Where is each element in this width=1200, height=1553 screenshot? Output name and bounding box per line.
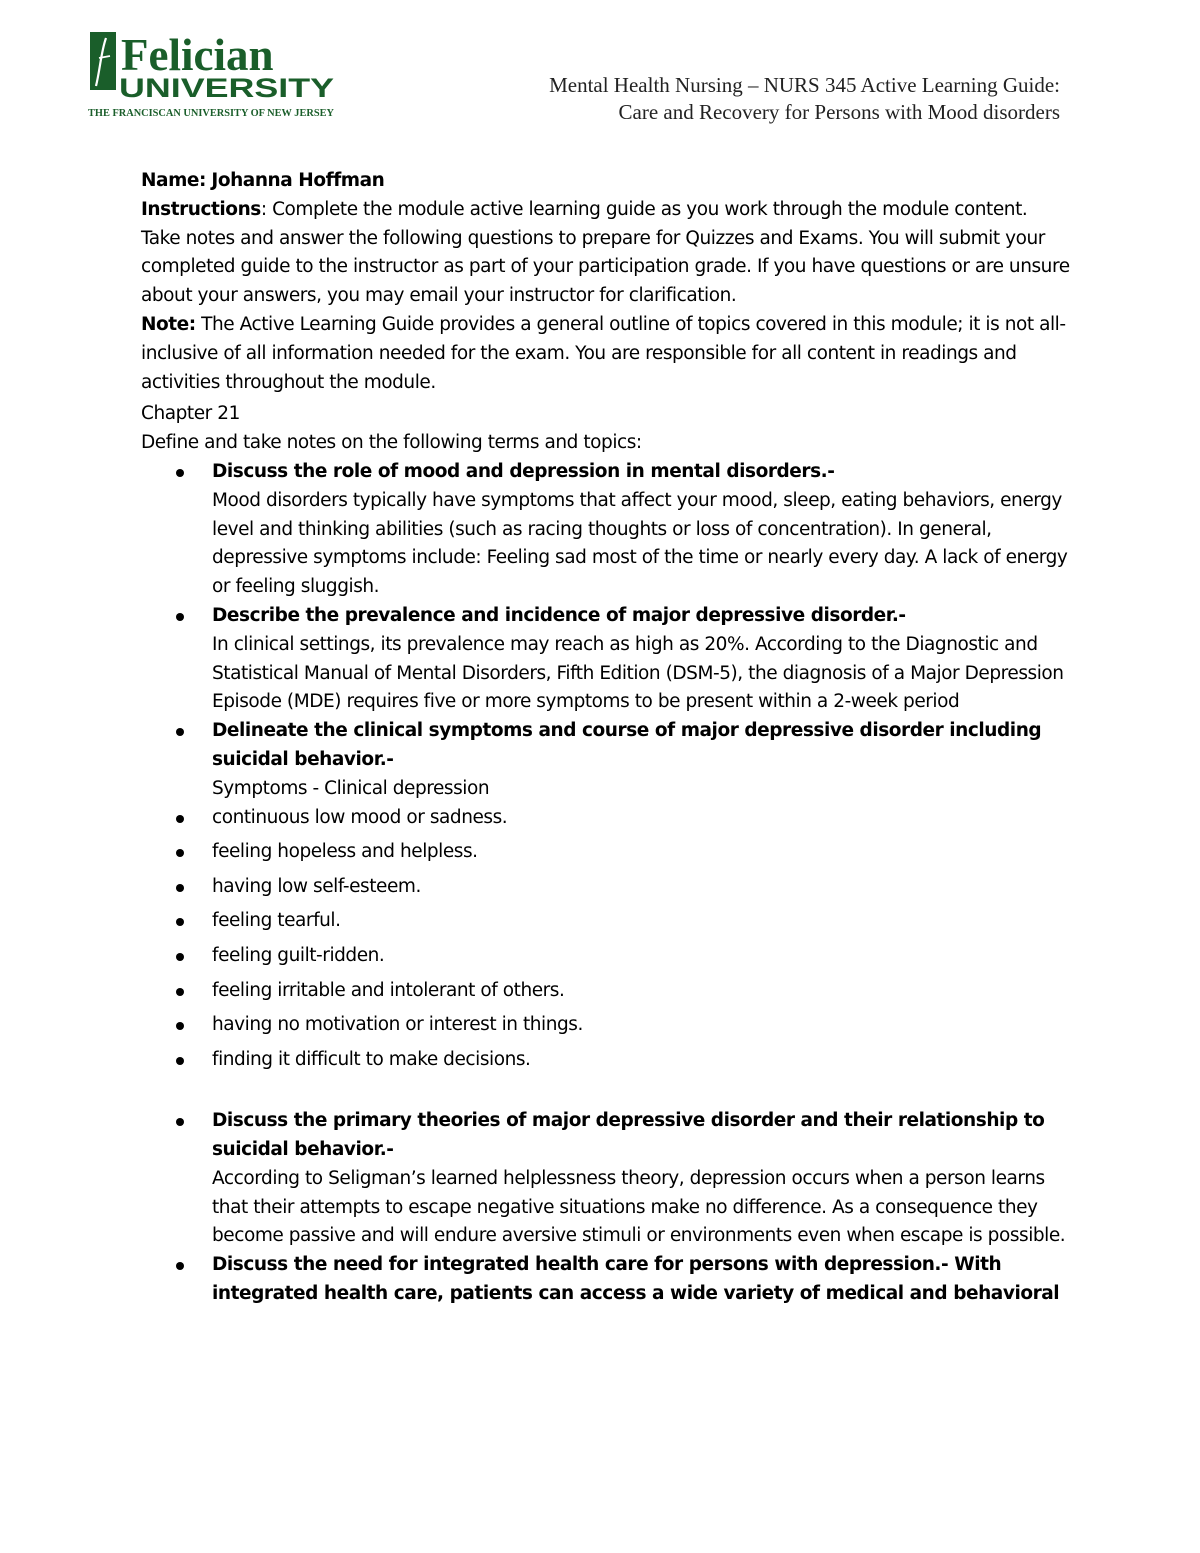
topic-question-with-answer bbox=[212, 1251, 1071, 1309]
topic-list-continued bbox=[141, 1107, 1071, 1309]
felician-university-logo bbox=[88, 28, 338, 120]
instructions-label: Instructions bbox=[141, 198, 261, 220]
topic-answer: Symptoms - Clinical depression bbox=[212, 777, 490, 799]
topic-answer: With integrated health care, patients can access a wide variety of medical and behavioral bbox=[212, 1254, 1060, 1305]
logo-mark-icon bbox=[90, 32, 116, 90]
logo-university: UNIVERSITY bbox=[119, 73, 334, 103]
header-line-2: Care and Recovery for Persons with Mood disorders bbox=[618, 100, 1060, 124]
list-item bbox=[141, 1251, 1071, 1309]
list-item: feeling guilt-ridden. bbox=[141, 942, 1071, 971]
list-item bbox=[141, 1107, 1071, 1251]
topic-question: Discuss the need for integrated health care for persons with depression.- bbox=[212, 1254, 949, 1276]
student-name: Johanna Hoffman bbox=[211, 170, 385, 191]
list-item: feeling tearful. bbox=[141, 907, 1071, 936]
logo-name: Felician bbox=[121, 30, 274, 80]
topic-answer: In clinical settings, its prevalence may reach as high as 20%. According to the Diagnostic and Statistical Manual of Mental Disorders, Fifth Edition (DSM-5), the diagnosis of a Major Depression Episode (MDE) requires five or more symptoms to be present within a 2-week period bbox=[212, 633, 1064, 713]
topic-list bbox=[141, 458, 1071, 804]
instructions-text: : Complete the module active learning guide as you work through the module content. Take notes and answer the following questions to prepare for Quizzes and Exams. You will submit your completed guide to the instructor as part of your participation grade. If you have questions or are unsure about your answers, you may email your instructor for clarification. bbox=[141, 198, 1070, 307]
instructions-paragraph bbox=[141, 196, 1071, 311]
list-item bbox=[141, 717, 1071, 803]
logo-tagline: THE FRANCISCAN UNIVERSITY OF NEW JERSEY bbox=[88, 108, 335, 119]
student-name-line bbox=[141, 167, 1071, 196]
topic-answer: According to Seligman’s learned helplessness theory, depression occurs when a person learns that their attempts to escape negative situations make no difference. As a consequence they become passive and will endure aversive stimuli or environments even when escape is possible. bbox=[212, 1167, 1066, 1247]
topic-question: Describe the prevalence and incidence of major depressive disorder.- bbox=[212, 604, 906, 626]
name-label: Name: bbox=[141, 170, 206, 191]
note-paragraph bbox=[141, 311, 1071, 397]
list-item bbox=[141, 458, 1071, 602]
list-item: continuous low mood or sadness. bbox=[141, 804, 1071, 833]
list-item: having low self-esteem. bbox=[141, 873, 1071, 902]
list-item: finding it difficult to make decisions. bbox=[141, 1046, 1071, 1075]
chapter-heading: Chapter 21 bbox=[141, 403, 240, 425]
header-line-1: Mental Health Nursing – NURS 345 Active Learning Guide: bbox=[549, 73, 1060, 97]
note-label: Note: bbox=[141, 313, 196, 335]
symptom-list bbox=[141, 804, 1071, 1075]
topic-question: Delineate the clinical symptoms and course of major depressive disorder including suicidal behavior.- bbox=[212, 720, 1042, 770]
document-header bbox=[549, 72, 1060, 126]
topic-answer: Mood disorders typically have symptoms that affect your mood, sleep, eating behaviors, energy level and thinking abilities (such as racing thoughts or loss of concentration). In general, depressive symptoms include: Feeling sad most of the time or nearly every day. A lack of energy or feeling sluggish. bbox=[212, 489, 1068, 598]
list-item: having no motivation or interest in things. bbox=[141, 1011, 1071, 1040]
define-intro: Define and take notes on the following terms and topics: bbox=[141, 432, 642, 454]
topic-question: Discuss the role of mood and depression in mental disorders.- bbox=[212, 460, 835, 482]
list-item: feeling irritable and intolerant of others. bbox=[141, 977, 1071, 1006]
list-item bbox=[141, 602, 1071, 717]
note-text: The Active Learning Guide provides a general outline of topics covered in this module; it is not all-inclusive of all information needed for the exam. You are responsible for all content in readings and activities throughout the module. bbox=[141, 313, 1066, 393]
topic-question: Discuss the primary theories of major depressive disorder and their relationship to suicidal behavior.- bbox=[212, 1110, 1045, 1161]
document-body bbox=[141, 167, 1071, 1309]
list-item: feeling hopeless and helpless. bbox=[141, 838, 1071, 867]
